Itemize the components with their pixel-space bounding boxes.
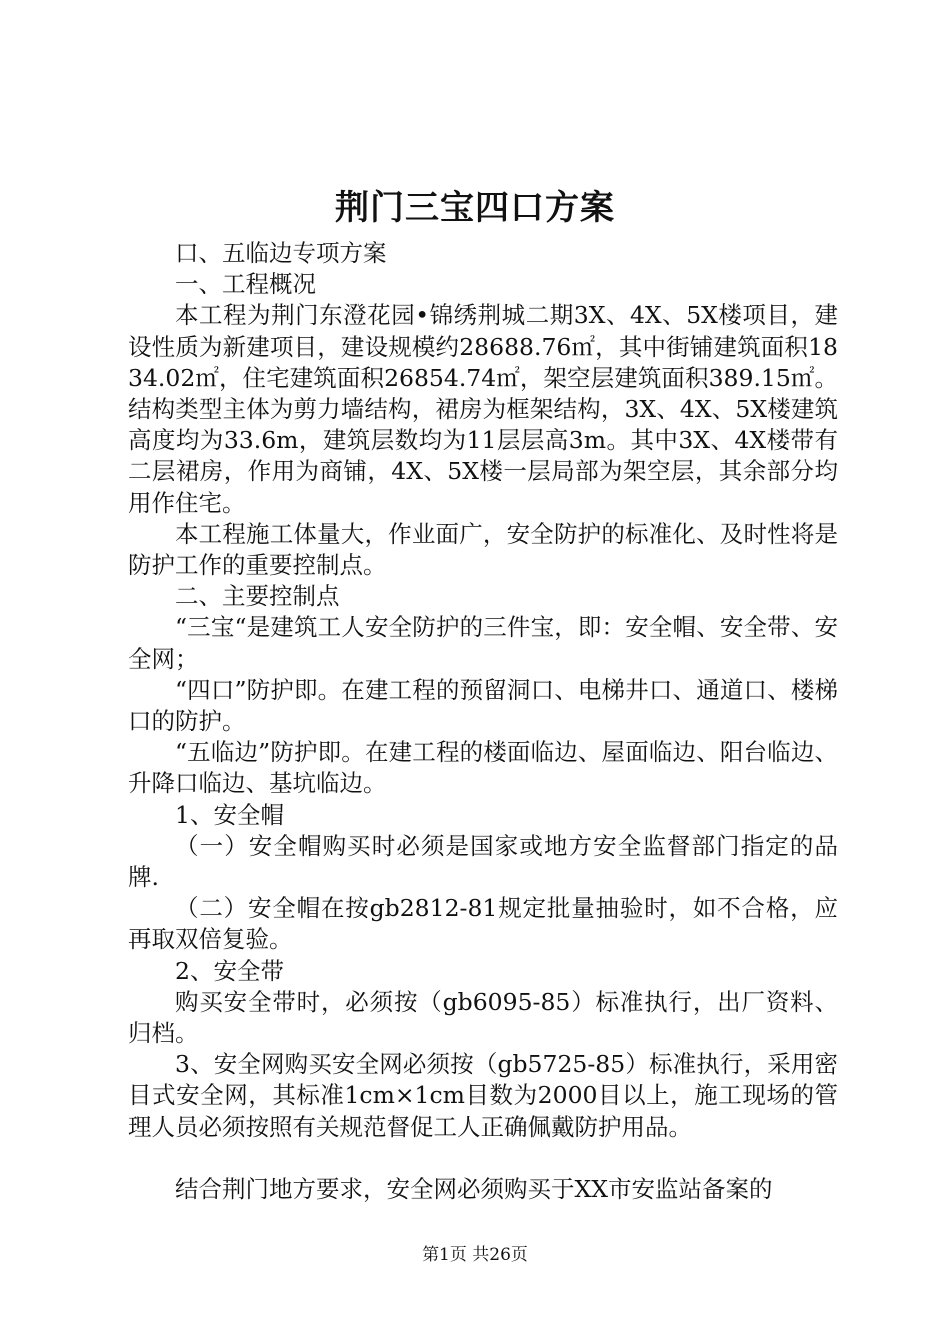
heading-safety-helmet: 1、安全帽 (175, 800, 284, 829)
document-title: 荆门三宝四口方案 (335, 188, 615, 228)
paragraph-three-treasures: “三宝“是建筑工人安全防护的三件宝，即：安全帽、安全带、安全网； (128, 613, 838, 673)
paragraph-subtitle: 口、五临边专项方案 (175, 239, 387, 267)
paragraph-construction-volume: 本工程施工体量大，作业面广，安全防护的标准化、及时性将是防护工作的重要控制点。 (128, 519, 838, 580)
paragraph-safety-net: 3、安全网购买安全网必须按（gb5725-85）标准执行，采用密目式安全网，其标准1cm×1cm目数为2000目以上，施工现场的管理人员必须按照有关规范督促工人正确佩戴防护用品。 (128, 1050, 838, 1141)
paragraph-project-description: 本工程为荆门东澄花园•锦绣荆城二期3X、4X、5X楼项目，建设性质为新建项目，建设规模约28688.76㎡，其中街铺建筑面积1834.02㎡，住宅建筑面积26854.74㎡，架空层建筑面积389.15㎡。结构类型主体为剪力墙结构，裙房为框架结构，3X、4X、5X楼建筑高度均为33.6m，建筑层数均为11层层高3m。其中3X、4X楼带有二层裙房，作用为商铺，4X、5X楼一层局部为架空层，其余部分均用作住宅。 (128, 301, 838, 517)
heading-main-control-points: 二、主要控制点 (175, 582, 340, 611)
heading-safety-belt: 2、安全带 (175, 956, 284, 985)
paragraph-four-openings: “四口”防护即。在建工程的预留洞口、电梯井口、通道口、楼梯口的防护。 (128, 675, 838, 736)
document-body (128, 238, 838, 1205)
paragraph-helmet-rule-1: （一）安全帽购买时必须是国家或地方安全监督部门指定的品牌. (128, 831, 838, 892)
paragraph-five-edges: “五临边”防护即。在建工程的楼面临边、屋面临边、阳台临边、升降口临边、基坑临边。 (128, 738, 838, 798)
paragraph-local-requirement: 结合荆门地方要求，安全网必须购买于XX市安监站备案的 (175, 1174, 773, 1203)
paragraph-helmet-rule-2: （二）安全帽在按gb2812-81规定批量抽验时，如不合格，应再取双倍复验。 (128, 894, 838, 954)
page-footer: 第1页 共26页 (422, 1245, 528, 1265)
paragraph-belt-rule: 购买安全带时，必须按（gb6095-85）标准执行，出厂资料、归档。 (128, 987, 838, 1048)
heading-project-overview: 一、工程概况 (175, 270, 316, 299)
